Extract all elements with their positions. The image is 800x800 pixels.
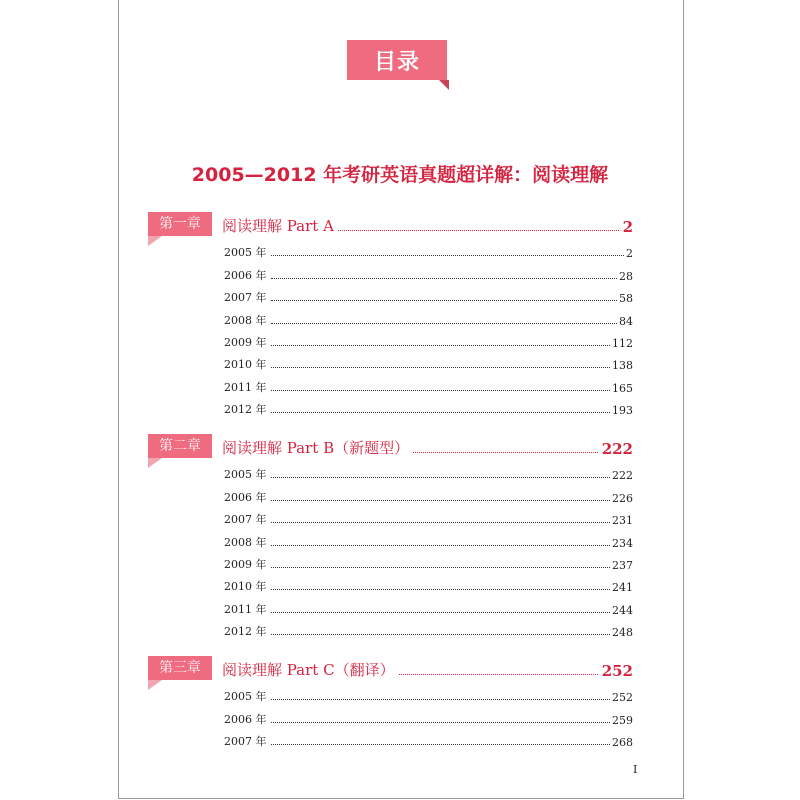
- chapter-page: 2: [622, 218, 633, 236]
- entry-page: 58: [619, 292, 633, 306]
- book-title: 2005—2012 年考研英语真题超详解：阅读理解: [191, 164, 609, 186]
- entry-page: 2: [626, 247, 633, 261]
- chapter-tab-fold: [148, 680, 162, 690]
- dot-leader: [271, 545, 611, 546]
- toc-badge: [347, 40, 455, 88]
- entry-page: 138: [612, 359, 633, 373]
- entry-label: 2006 年: [224, 712, 267, 726]
- entry-page: 222: [612, 469, 633, 483]
- entry-page: 193: [612, 404, 633, 418]
- chapter-title-row: [222, 212, 633, 236]
- toc-entry[interactable]: [224, 682, 633, 704]
- chapter-heading[interactable]: [148, 656, 633, 682]
- toc-entry[interactable]: [224, 704, 633, 726]
- dot-leader: [271, 323, 618, 324]
- entry-label: 2008 年: [224, 313, 267, 327]
- entry-label: 2010 年: [224, 580, 267, 594]
- dot-leader: [271, 612, 611, 613]
- entry-label: 2010 年: [224, 358, 267, 372]
- toc-entry[interactable]: [224, 305, 633, 327]
- entry-page: 234: [612, 536, 633, 550]
- toc-entry[interactable]: [224, 395, 633, 417]
- entry-label: 2012 年: [224, 625, 267, 639]
- chapter-3: [148, 656, 633, 749]
- dot-leader: [271, 500, 611, 501]
- toc-entry[interactable]: [224, 482, 633, 504]
- entry-page: 165: [612, 381, 633, 395]
- entry-label: 2007 年: [224, 513, 267, 527]
- dot-leader: [271, 522, 611, 523]
- entry-label: 2005 年: [224, 246, 267, 260]
- chapter-tab-fold: [148, 236, 162, 246]
- chapter-title-row: [222, 656, 633, 680]
- dot-leader: [271, 567, 611, 568]
- entry-label: 2006 年: [224, 268, 267, 282]
- entry-page: 112: [612, 336, 633, 350]
- chapter-title-row: [222, 434, 633, 458]
- dot-leader: [271, 589, 611, 590]
- chapter-title: 阅读理解 Part B（新题型）: [222, 439, 410, 457]
- toc-label: 目录: [347, 40, 447, 80]
- entry-page: 259: [612, 713, 633, 727]
- dot-leader: [271, 744, 611, 745]
- toc-entry[interactable]: [224, 572, 633, 594]
- dot-leader: [271, 278, 618, 279]
- entry-page: 84: [619, 314, 633, 328]
- entry-page: 241: [612, 581, 633, 595]
- chapter-page: 222: [601, 440, 633, 458]
- chapter-2: [148, 434, 633, 639]
- dot-leader: [338, 230, 619, 231]
- entry-page: 244: [612, 603, 633, 617]
- toc-entry[interactable]: [224, 283, 633, 305]
- toc-entry[interactable]: [224, 328, 633, 350]
- dot-leader: [271, 345, 611, 346]
- entry-page: 231: [612, 514, 633, 528]
- entry-page: 237: [612, 558, 633, 572]
- entry-label: 2012 年: [224, 403, 267, 417]
- chapter-tab-fold: [148, 458, 162, 468]
- entry-page: 268: [612, 736, 633, 750]
- dot-leader: [413, 452, 598, 453]
- toc-entry[interactable]: [224, 460, 633, 482]
- dot-leader: [271, 477, 611, 478]
- toc-entry[interactable]: [224, 527, 633, 549]
- entry-label: 2007 年: [224, 735, 267, 749]
- dot-leader: [271, 722, 611, 723]
- entry-label: 2005 年: [224, 468, 267, 482]
- entry-label: 2006 年: [224, 490, 267, 504]
- entry-page: 28: [619, 269, 633, 283]
- entry-label: 2007 年: [224, 291, 267, 305]
- dot-leader: [399, 674, 598, 675]
- chapter-tab: 第一章: [148, 212, 212, 236]
- entry-page: 226: [612, 491, 633, 505]
- toc-entry[interactable]: [224, 550, 633, 572]
- chapter-1: [148, 212, 633, 417]
- chapter-title: 阅读理解 Part C（翻译）: [222, 661, 395, 679]
- entry-label: 2011 年: [224, 602, 267, 616]
- chapter-heading[interactable]: [148, 434, 633, 460]
- entry-label: 2005 年: [224, 690, 267, 704]
- toc-entry[interactable]: [224, 260, 633, 282]
- toc-entry[interactable]: [224, 727, 633, 749]
- dot-leader: [271, 699, 611, 700]
- page-number: I: [633, 763, 638, 776]
- toc-entry[interactable]: [224, 238, 633, 260]
- chapter-heading[interactable]: [148, 212, 633, 238]
- entry-label: 2009 年: [224, 557, 267, 571]
- entry-label: 2009 年: [224, 335, 267, 349]
- toc-entry[interactable]: [224, 617, 633, 639]
- dot-leader: [271, 367, 611, 368]
- entry-page: 252: [612, 691, 633, 705]
- chapter-tab: 第二章: [148, 434, 212, 458]
- toc-entry[interactable]: [224, 594, 633, 616]
- toc-entry[interactable]: [224, 505, 633, 527]
- toc-badge-fold: [439, 80, 449, 90]
- entry-label: 2008 年: [224, 535, 267, 549]
- chapter-page: 252: [601, 662, 633, 680]
- entry-page: 248: [612, 626, 633, 640]
- toc-entry[interactable]: [224, 372, 633, 394]
- dot-leader: [271, 390, 611, 391]
- toc-entry[interactable]: [224, 350, 633, 372]
- entry-label: 2011 年: [224, 380, 267, 394]
- dot-leader: [271, 255, 625, 256]
- dot-leader: [271, 300, 618, 301]
- dot-leader: [271, 634, 611, 635]
- chapter-tab: 第三章: [148, 656, 212, 680]
- chapter-title: 阅读理解 Part A: [222, 217, 334, 235]
- dot-leader: [271, 412, 611, 413]
